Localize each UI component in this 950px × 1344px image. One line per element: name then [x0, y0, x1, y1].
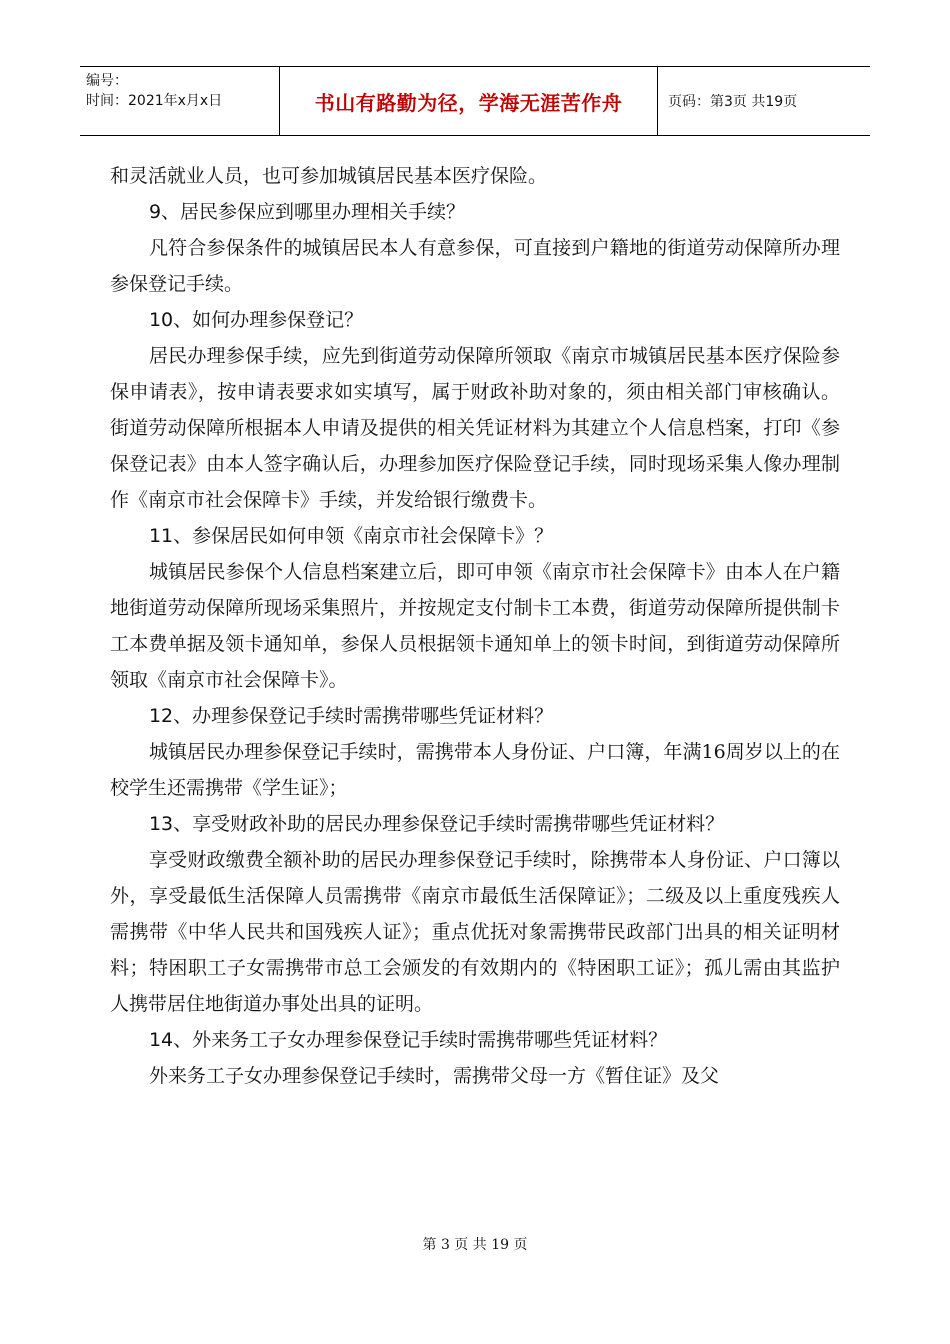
doc-date-label: 时间：2021年x月x日 — [86, 93, 223, 109]
body-paragraph: 外来务工子女办理参保登记手续时，需携带父母一方《暂住证》及父 — [148, 1065, 719, 1087]
body-paragraph: 城镇居民参保个人信息档案建立后，即可申领《南京市社会保障卡》由本人在户籍地街道劳动保障所现场采集照片，并按规定支付制卡工本费，街道劳动保障所提供制卡工本费单据及领卡通知单，参保人员根据领卡通知单上的领卡时间，到街道劳动保障所领取《南京市社会保障卡》。 — [110, 561, 840, 691]
document-body — [110, 158, 840, 1094]
header-motto — [280, 67, 658, 135]
page-info-text: 页码：第3页 共19页 — [668, 94, 798, 110]
body-paragraph: 和灵活就业人员，也可参加城镇居民基本医疗保险。 — [110, 165, 548, 187]
question-heading: 13、享受财政补助的居民办理参保登记手续时需携带哪些凭证材料？ — [148, 813, 725, 835]
page-footer — [0, 1234, 950, 1254]
question-heading: 10、如何办理参保登记？ — [148, 309, 364, 331]
header-page-info — [658, 67, 870, 135]
body-paragraph: 城镇居民办理参保登记手续时，需携带本人身份证、户口簿，年满16周岁以上的在校学生还需携带《学生证》； — [110, 741, 840, 799]
page-header — [80, 66, 870, 136]
question-heading: 11、参保居民如何申领《南京市社会保障卡》？ — [148, 525, 554, 547]
footer-page-number: 第 3 页 共 19 页 — [422, 1237, 528, 1253]
body-paragraph: 享受财政缴费全额补助的居民办理参保登记手续时，除携带本人身份证、户口簿以外，享受最低生活保障人员需携带《南京市最低生活保障证》；二级及以上重度残疾人需携带《中华人民共和国残疾人证》；重点优抚对象需携带民政部门出具的相关证明材料；特困职工子女需携带市总工会颁发的有效期内的《特困职工证》；孤儿需由其监护人携带居住地街道办事处出具的证明。 — [110, 849, 840, 1015]
motto-text: 书山有路勤为径，学海无涯苦作舟 — [314, 90, 623, 115]
body-paragraph: 居民办理参保手续，应先到街道劳动保障所领取《南京市城镇居民基本医疗保险参保申请表》，按申请表要求如实填写，属于财政补助对象的，须由相关部门审核确认。街道劳动保障所根据本人申请及提供的相关凭证材料为其建立个人信息档案，打印《参保登记表》由本人签字确认后，办理参加医疗保险登记手续，同时现场采集人像办理制作《南京市社会保障卡》手续，并发给银行缴费卡。 — [110, 345, 840, 511]
question-heading: 9、居民参保应到哪里办理相关手续？ — [148, 201, 466, 223]
question-heading: 14、外来务工子女办理参保登记手续时需携带哪些凭证材料？ — [148, 1029, 668, 1051]
body-paragraph: 凡符合参保条件的城镇居民本人有意参保，可直接到户籍地的街道劳动保障所办理参保登记手续。 — [110, 237, 840, 295]
question-heading: 12、办理参保登记手续时需携带哪些凭证材料？ — [148, 705, 554, 727]
header-meta — [80, 67, 280, 135]
doc-number-label: 编号： — [86, 73, 128, 89]
